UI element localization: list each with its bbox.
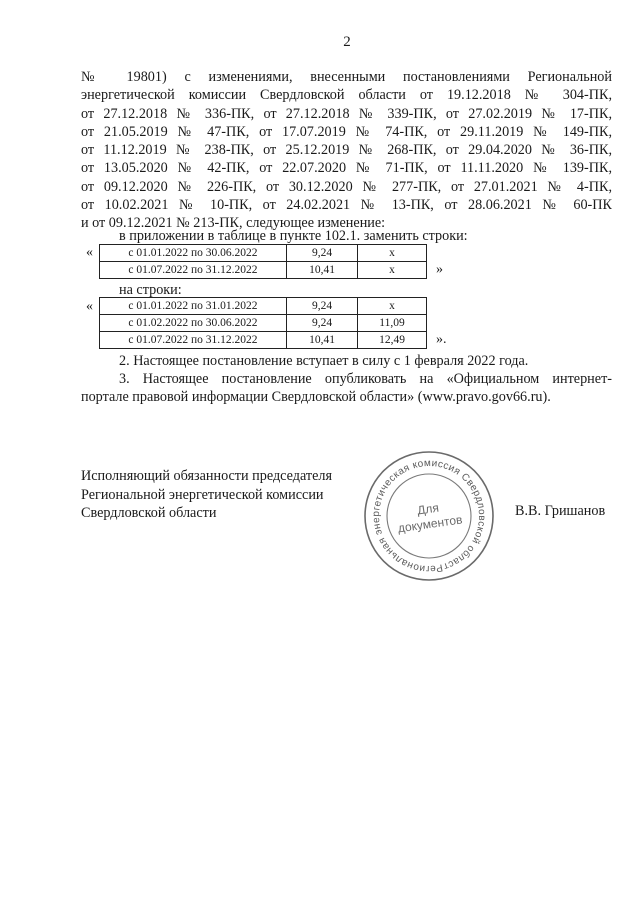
stamp-seal-icon xyxy=(360,447,498,585)
paragraph-line: от 21.05.2019 № 47-ПК, от 17.07.2019 № 74-ПК, от 29.11.2019 № 149-ПК, xyxy=(81,123,612,140)
paragraph-line: от 11.12.2019 № 238-ПК, от 25.12.2019 № 268-ПК, от 29.04.2020 № 36-ПК, xyxy=(81,142,612,159)
period-cell: с 01.02.2022 по 30.06.2022 xyxy=(100,315,287,332)
quote-open-old: « xyxy=(86,245,93,260)
table-row xyxy=(100,332,427,349)
stamp-center-line-2: документов xyxy=(397,512,464,536)
svg-text:Региональная энергетическая ко xyxy=(360,447,498,585)
paragraph-line: энергетической комиссии Свердловской области от 19.12.2018 № 304-ПК, xyxy=(81,87,612,104)
old-rows-table xyxy=(99,244,427,279)
point-2: 2. Настоящее постановление вступает в силу с 1 февраля 2022 года. xyxy=(119,353,529,369)
main-paragraph xyxy=(81,68,612,233)
point-3-line-2: портале правовой информации Свердловской области» (www.pravo.gov66.ru). xyxy=(81,389,551,405)
period-cell: с 01.07.2022 по 31.12.2022 xyxy=(100,262,287,279)
table-row xyxy=(100,315,427,332)
paragraph-line: от 27.12.2018 № 336-ПК, от 27.12.2018 № 339-ПК, от 27.02.2019 № 17-ПК, xyxy=(81,105,612,122)
paragraph-line: от 09.12.2020 № 226-ПК, от 30.12.2020 № 277-ПК, от 27.01.2021 № 4-ПК, xyxy=(81,178,612,195)
new-rows-table xyxy=(99,297,427,349)
value-cell: 11,09 xyxy=(358,315,427,332)
quote-open-new: « xyxy=(86,299,93,314)
replace-intro: в приложении в таблице в пункте 102.1. заменить строки: xyxy=(119,228,468,244)
paragraph-line: от 13.05.2020 № 42-ПК, от 22.07.2020 № 71-ПК, от 11.11.2020 № 139-ПК, xyxy=(81,160,612,177)
quote-close-old: » xyxy=(436,262,443,277)
official-stamp xyxy=(360,447,498,585)
paragraph-line: от 10.02.2021 № 10-ПК, от 24.02.2021 № 13-ПК, от 28.06.2021 № 60-ПК xyxy=(81,197,612,214)
signatory-name: В.В. Гришанов xyxy=(515,503,606,519)
period-cell: с 01.01.2022 по 31.01.2022 xyxy=(100,298,287,315)
signatory-position-line: Свердловской области xyxy=(81,505,217,521)
period-cell: с 01.07.2022 по 31.12.2022 xyxy=(100,332,287,349)
signatory-position-line: Региональной энергетической комиссии xyxy=(81,486,324,503)
paragraph-line: и от 09.12.2021 № 213-ПК, следующее изменение: xyxy=(81,215,386,232)
table-row xyxy=(100,245,427,262)
value-cell: 9,24 xyxy=(287,315,358,332)
value-cell: 10,41 xyxy=(287,332,358,349)
period-cell: с 01.01.2022 по 30.06.2022 xyxy=(100,245,287,262)
value-cell: x xyxy=(358,245,427,262)
value-cell: 9,24 xyxy=(287,298,358,315)
signatory-block xyxy=(81,467,371,523)
stamp-ring-text: Региональная энергетическая комиссия Свердловской области xyxy=(370,457,488,575)
value-cell: x xyxy=(358,262,427,279)
signatory-position-line: Исполняющий обязанности председателя xyxy=(81,468,332,484)
paragraph-line: № 19801) с изменениями, внесенными постановлениями Региональной xyxy=(81,69,612,85)
point-3-line-1: 3. Настоящее постановление опубликовать на «Официальном интернет- xyxy=(119,371,612,387)
new-intro: на строки: xyxy=(119,282,182,298)
value-cell: x xyxy=(358,298,427,315)
quote-close-new: ». xyxy=(436,332,447,347)
value-cell: 12,49 xyxy=(358,332,427,349)
value-cell: 10,41 xyxy=(287,262,358,279)
stamp-center-line-1: Для xyxy=(416,500,440,518)
table-row xyxy=(100,262,427,279)
page-number: 2 xyxy=(343,34,351,50)
table-row xyxy=(100,298,427,315)
value-cell: 9,24 xyxy=(287,245,358,262)
